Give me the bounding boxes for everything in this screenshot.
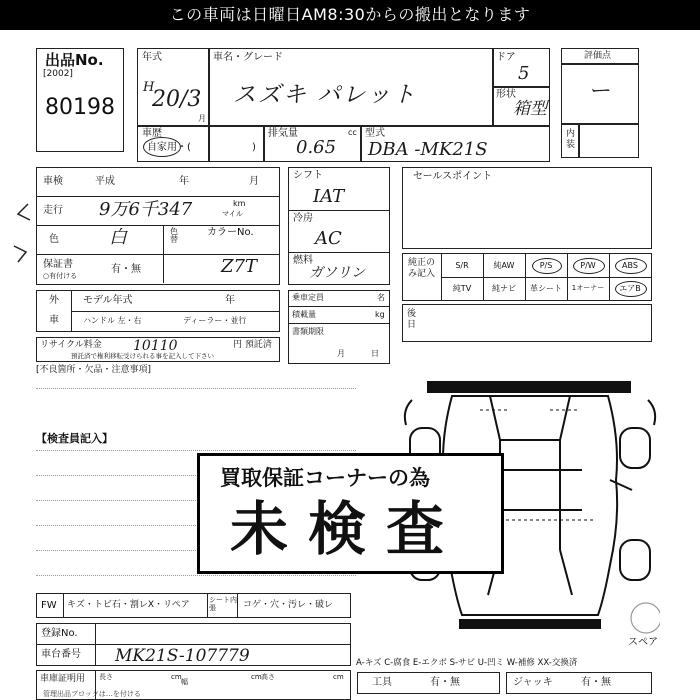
damage-legend: A-キズ C-腐食 E-エクボ S-サビ U-凹ミ W-補修 XX-交換済 (356, 658, 578, 668)
cert-unit-3: cm (333, 673, 344, 681)
tools-label: 工具 (372, 677, 392, 688)
color-label: 色 (49, 234, 59, 245)
shaken-label: 車検 (43, 176, 63, 187)
tools-box (357, 672, 500, 694)
lot-box (36, 48, 124, 152)
score-value: ー (588, 79, 611, 104)
ac-value: AC (315, 228, 342, 249)
equipment-item: ABS (622, 261, 638, 270)
shape-label: 形状 (496, 89, 516, 100)
mileage-value: 9万6千347 (99, 199, 193, 220)
cert-width: 幅 (181, 678, 188, 686)
tools-options: 有・無 (430, 677, 460, 688)
fuel-value: ガソリン (309, 265, 365, 281)
model-label: 型式 (365, 128, 385, 139)
equipment-item: エアB (619, 284, 641, 293)
defects-title: [不良箇所・欠品・注意事項] (36, 365, 152, 375)
inspection-divider (163, 225, 164, 254)
model-year-label: モデル年式 (83, 295, 133, 306)
color-change: 色替 (170, 227, 178, 244)
shift-value: IAT (313, 186, 345, 207)
private-use-circle (143, 137, 181, 157)
warranty-sub: ○有付ける (43, 272, 78, 280)
sales-point-box (402, 167, 652, 249)
type-label: 車歴 (142, 128, 162, 139)
door-value: 5 (518, 63, 530, 84)
mileage-unit-mile: マイル (222, 210, 243, 218)
recycle-box (36, 337, 280, 362)
equipment-circle-abs (615, 258, 647, 274)
stamp-line1: 買取保証コーナーの為 (220, 466, 430, 490)
mileage-unit-km: km (233, 199, 246, 208)
cert-label: 車庫証明用 (40, 674, 86, 684)
door-label: ドア (496, 52, 516, 63)
warranty-label: 保証書 (43, 259, 73, 270)
year-month-unit: 月 (198, 114, 206, 123)
equipment-box (402, 253, 652, 301)
cert-unit-2: cm (251, 673, 262, 681)
handle-options: ハンドル 左・右 (83, 316, 142, 325)
shaken-month: 月 (249, 176, 259, 187)
load-label: 積載量 (292, 310, 316, 319)
load-unit: kg (375, 310, 385, 319)
seat-items: コゲ・穴・汚レ・破レ (243, 600, 334, 610)
lot-label: 出品No. (45, 51, 104, 69)
equipment-item: P/S (539, 261, 553, 270)
shift-box (288, 167, 390, 285)
foreign-car-box (36, 290, 280, 332)
recycle-unit: 円 預託済 (233, 340, 272, 350)
jack-options: 有・無 (581, 677, 611, 688)
sales-point-label: セールスポイント (413, 171, 493, 182)
type-value: 自家用・( (147, 142, 191, 153)
expiry-unit: 月日 (337, 349, 405, 358)
year-label: 年式 (142, 52, 162, 63)
margin-marks (8, 196, 38, 266)
shape-value: 箱型 (513, 99, 547, 119)
type-close: ) (252, 142, 256, 153)
notice-banner: この車両は日曜日AM8:30からの搬出となります (0, 0, 700, 30)
fuel-label: 燃料 (293, 255, 313, 266)
seat-label: シート内張 (209, 596, 237, 612)
equipment-circle-airbag (615, 281, 647, 297)
dealer-options: ディーラー・並行 (183, 316, 247, 325)
capacity-unit: 名 (377, 293, 385, 302)
equipment-item: S/R (455, 261, 469, 270)
model-value: DBA -MK21S (368, 139, 488, 160)
recycle-label: リサイクル料金 (40, 340, 102, 350)
color-no-value: Z7T (221, 256, 257, 277)
cert-unit-1: cm (171, 673, 182, 681)
year-era: H (143, 80, 155, 95)
inspection-box (36, 167, 280, 285)
recycle-note: 預託済で権利移転受けられる事を記入して下さい (71, 352, 214, 360)
expiry-label: 書類期限 (292, 327, 324, 336)
ac-label: 冷房 (293, 213, 313, 224)
equipment-item: 純ナビ (492, 284, 516, 293)
score-box (561, 48, 639, 158)
name-value: スズキ パレット (233, 82, 418, 108)
spare-label: スペア (628, 637, 658, 648)
mileage-label: 走行 (43, 205, 63, 216)
shift-label: シフト (293, 170, 323, 181)
fw-row (36, 593, 351, 618)
equipment-item: 革シート (530, 284, 562, 293)
displacement-label: 排気量 (268, 128, 298, 139)
year-value: 20/3 (152, 87, 202, 112)
equipment-item: 1オーナー (571, 284, 605, 292)
score-label: 評価点 (584, 51, 612, 61)
equipment-item: P/W (580, 261, 596, 270)
model-year-unit: 年 (225, 295, 235, 306)
interior-label: 内装 (566, 129, 576, 150)
color-value: 白 (109, 227, 127, 248)
stamp-line2: 未検査 (230, 495, 465, 563)
fw-items: キズ・トビ石・割レX・リペア (67, 600, 190, 610)
bottom-note: 管理出品ブロックは…を付ける (43, 690, 141, 698)
chassis-value: MK21S-107779 (115, 646, 250, 666)
shaken-year: 年 (179, 176, 189, 187)
displacement-value: 0.65 (296, 137, 337, 158)
cert-length: 長さ (99, 673, 113, 681)
header-box (137, 48, 550, 162)
chassis-label: 車台番号 (41, 649, 81, 660)
registration-label: 登録No. (41, 628, 78, 639)
uninspected-stamp (197, 453, 504, 574)
lot-sub: [2002] (43, 69, 73, 79)
equipment-item: 純AW (493, 261, 515, 270)
registration-box (36, 623, 351, 666)
color-no-label: カラーNo. (207, 227, 254, 238)
warranty-options: 有・無 (111, 264, 141, 275)
equipment-circle-pw (573, 258, 605, 274)
equipment-item: 純TV (452, 284, 472, 293)
garage-cert-box (36, 670, 351, 700)
recycle-value: 10110 (133, 338, 178, 354)
foreign-label-a: 外 (49, 295, 59, 306)
jack-box (506, 672, 652, 694)
fw-label: FW (41, 600, 57, 611)
name-label: 車名・グレード (213, 52, 283, 63)
warranty-divider (163, 254, 164, 283)
jack-label: ジャッキ (513, 677, 553, 688)
later-box (402, 304, 652, 342)
inspector-title: 【検査員記入】 (36, 432, 113, 445)
foreign-label-b: 車 (49, 315, 59, 326)
lot-number: 80198 (45, 95, 115, 120)
capacity-label: 乗車定員 (292, 293, 324, 302)
later-label: 後日 (407, 309, 417, 330)
displacement-unit: cc (348, 128, 357, 137)
shaken-era: 平成 (95, 176, 115, 187)
capacity-box (288, 290, 405, 364)
cert-height: 高さ (261, 673, 275, 681)
equipment-circle-ps (532, 258, 562, 274)
equipment-label: 純正のみ記入 (408, 258, 436, 279)
